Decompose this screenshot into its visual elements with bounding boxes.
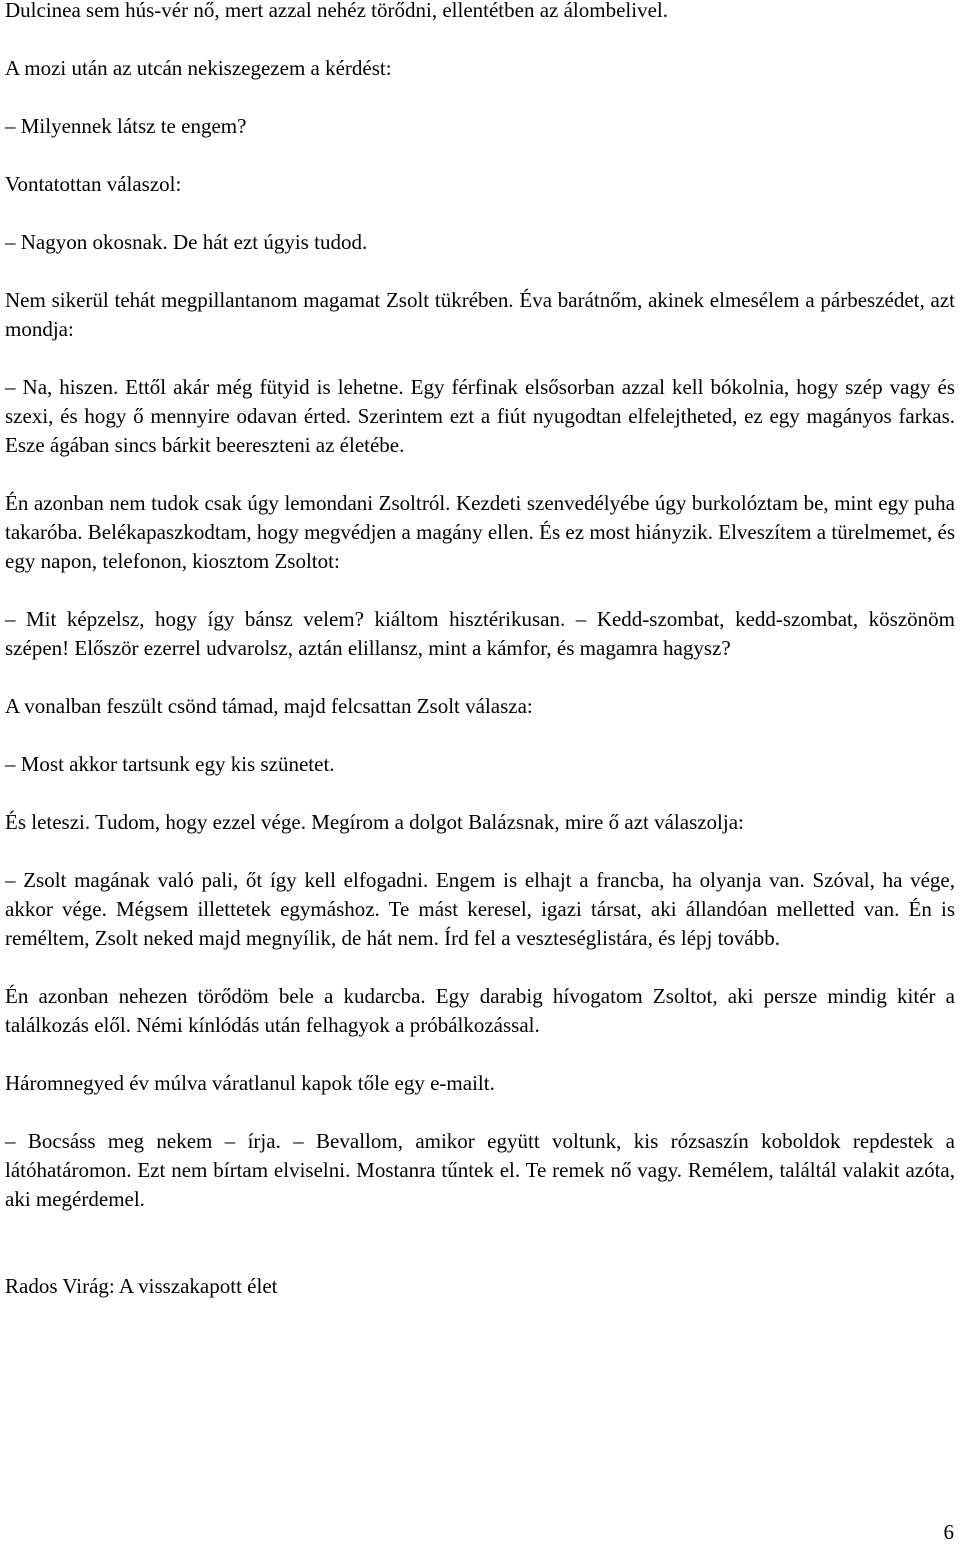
paragraph: – Mit képzelsz, hogy így bánsz velem? kiáltom hisztérikusan. – Kedd-szombat, kedd-szombat, köszönöm szépen! Először ezerrel udvarolsz, aztán elillansz, mint a kámfor, és magamra hagysz? bbox=[5, 607, 955, 660]
paragraph: Én azonban nehezen törődöm bele a kudarcba. Egy darabig hívogatom Zsoltot, aki persze mindig kitér a találkozás elől. Némi kínlódás után felhagyok a próbálkozással. bbox=[5, 984, 955, 1037]
paragraph: – Na, hiszen. Ettől akár még fütyid is lehetne. Egy férfinak elsősorban azzal kell bókolnia, hogy szép vagy és szexi, és hogy ő mennyire odavan érted. Szerintem ezt a fiút nyugodtan elfelejtheted, ez egy magányos farkas. Esze ágában sincs bárkit beereszteni az életébe. bbox=[5, 375, 955, 457]
paragraph: A vonalban feszült csönd támad, majd felcsattan Zsolt válasza: bbox=[5, 694, 533, 718]
paragraph: – Nagyon okosnak. De hát ezt úgyis tudod. bbox=[5, 230, 368, 254]
paragraph: – Most akkor tartsunk egy kis szünetet. bbox=[5, 752, 335, 776]
document-body bbox=[5, 0, 955, 1330]
paragraph: – Milyennek látsz te engem? bbox=[5, 114, 247, 138]
paragraph: – Bocsáss meg nekem – írja. – Bevallom, amikor együtt voltunk, kis rózsaszín koboldok repdestek a látóhatáromon. Ezt nem bírtam elviselni. Mostanra tűntek el. Te remek nő vagy. Remélem, találtál valakit azóta, aki megérdemel. bbox=[5, 1129, 955, 1211]
page-number: 6 bbox=[943, 1520, 954, 1544]
paragraph: Én azonban nem tudok csak úgy lemondani Zsoltról. Kezdeti szenvedélyébe úgy burkolóztam be, mint egy puha takaróba. Belékapaszkodtam, hogy megvédjen a magány ellen. És ez most hiányzik. Elveszítem a türelmemet, és egy napon, telefonon, kiosztom Zsoltot: bbox=[5, 491, 955, 573]
paragraph: Nem sikerül tehát megpillantanom magamat Zsolt tükrében. Éva barátnőm, akinek elmesélem a párbeszédet, azt mondja: bbox=[5, 288, 955, 341]
paragraph: A mozi után az utcán nekiszegezem a kérdést: bbox=[5, 56, 392, 80]
paragraph: – Zsolt magának való pali, őt így kell elfogadni. Engem is elhajt a francba, ha olyanja van. Szóval, ha vége, akkor vége. Mégsem illettetek egymáshoz. Te mást keresel, igazi társat, aki állandóan melletted van. Én is reméltem, Zsolt neked majd megnyílik, de hát nem. Írd fel a veszteséglistára, és lépj tovább. bbox=[5, 868, 955, 950]
paragraph: Vontatottan válaszol: bbox=[5, 172, 182, 196]
source-citation: Rados Virág: A visszakapott élet bbox=[5, 1274, 278, 1298]
paragraph: Dulcinea sem hús-vér nő, mert azzal nehéz törődni, ellentétben az álombelivel. bbox=[5, 0, 668, 22]
paragraph: Háromnegyed év múlva váratlanul kapok tőle egy e-mailt. bbox=[5, 1071, 495, 1095]
paragraph: És leteszi. Tudom, hogy ezzel vége. Megírom a dolgot Balázsnak, mire ő azt válaszolja: bbox=[5, 810, 744, 834]
